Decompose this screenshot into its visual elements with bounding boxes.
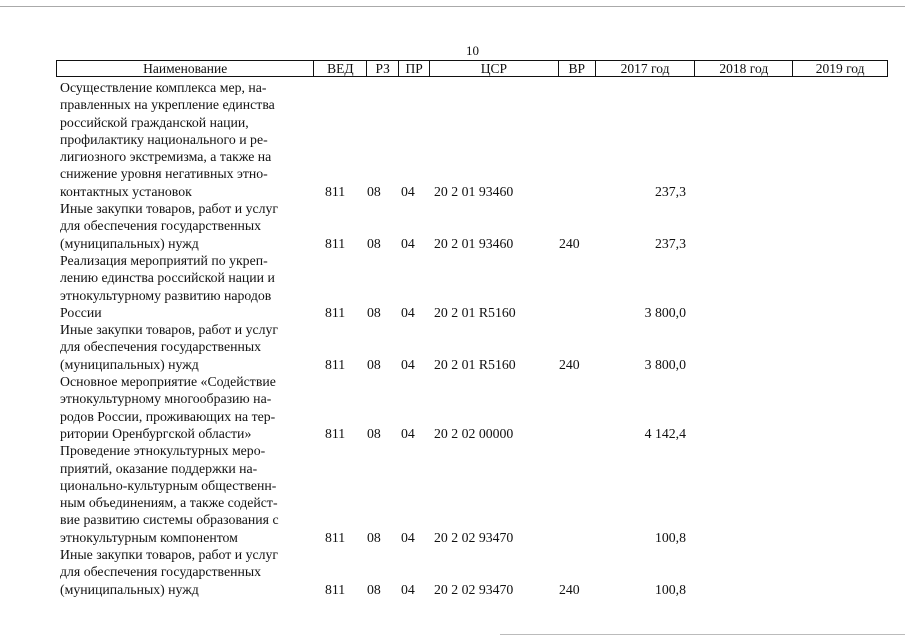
row-name-line: вие развитию системы образования с — [60, 512, 279, 528]
row-name-line: Проведение этнокультурных меро- — [60, 443, 266, 459]
row-name-line: этнокультурному развитию народов — [60, 287, 272, 303]
table-header — [56, 60, 888, 77]
row-csr: 20 2 01 93460 — [434, 235, 514, 251]
row-name-line: (муниципальных) нужд — [60, 356, 199, 372]
row-name-line: профилактику национального и ре- — [60, 131, 268, 147]
row-name-line: родов России, проживающих на тер- — [60, 408, 276, 424]
table-row — [60, 252, 890, 321]
row-name-line: для обеспечения государственных — [60, 339, 262, 355]
row-name-line: Осуществление комплекса мер, на- — [60, 80, 267, 95]
row-rz: 08 — [367, 304, 381, 320]
row-rz: 08 — [367, 581, 381, 597]
row-csr: 20 2 02 93470 — [434, 581, 514, 597]
header-csr: ЦСР — [430, 61, 559, 76]
row-vr: 240 — [559, 581, 580, 597]
row-csr: 20 2 01 R5160 — [434, 304, 516, 320]
row-pr: 04 — [401, 235, 415, 251]
table-row — [60, 373, 890, 442]
row-2017: 100,8 — [654, 529, 686, 545]
row-values — [60, 183, 890, 200]
header-2017: 2017 год — [596, 61, 696, 76]
row-pr: 04 — [401, 529, 415, 545]
row-ved: 811 — [325, 529, 346, 545]
row-2017: 3 800,0 — [644, 356, 686, 372]
row-2017: 100,8 — [654, 581, 686, 597]
row-pr: 04 — [401, 304, 415, 320]
row-values — [60, 425, 890, 442]
row-pr: 04 — [401, 356, 415, 372]
row-name-line: ционально-культурным общественн- — [60, 477, 277, 493]
row-name-line: Иные закупки товаров, работ и услуг — [60, 547, 279, 563]
row-pr: 04 — [401, 183, 415, 199]
header-ved: ВЕД — [314, 61, 367, 76]
table-row — [60, 321, 890, 373]
row-name-line: (муниципальных) нужд — [60, 235, 199, 251]
row-rz: 08 — [367, 529, 381, 545]
row-values — [60, 581, 890, 598]
page-top-edge — [0, 0, 905, 7]
row-rz: 08 — [367, 183, 381, 199]
row-pr: 04 — [401, 581, 415, 597]
row-rz: 08 — [367, 356, 381, 372]
row-name-line: ритории Оренбургской области» — [60, 425, 252, 441]
row-name-line: приятий, оказание поддержки на- — [60, 460, 258, 476]
header-pr: ПР — [399, 61, 430, 76]
table-row — [60, 546, 890, 598]
row-values — [60, 529, 890, 546]
row-ved: 811 — [325, 304, 346, 320]
row-name-line: этнокультурному многообразию на- — [60, 391, 272, 407]
row-name-line: лигиозного экстремизма, а также на — [60, 149, 272, 165]
header-2018: 2018 год — [695, 61, 793, 76]
row-name-line: Реализация мероприятий по укреп- — [60, 252, 268, 268]
table-row — [60, 79, 890, 200]
header-name: Наименование — [57, 61, 314, 76]
table-body — [60, 79, 890, 598]
row-csr: 20 2 02 93470 — [434, 529, 514, 545]
row-rz: 08 — [367, 235, 381, 251]
row-name-line: лению единства российской нации и — [60, 270, 275, 286]
row-name-line: российской гражданской нации, — [60, 114, 249, 130]
page-number: 10 — [466, 43, 479, 58]
table-row — [60, 200, 890, 252]
row-ved: 811 — [325, 235, 346, 251]
row-name-line: Иные закупки товаров, работ и услуг — [60, 322, 279, 338]
row-2017: 4 142,4 — [644, 425, 686, 441]
row-ved: 811 — [325, 425, 346, 441]
row-name-line: (муниципальных) нужд — [60, 581, 199, 597]
row-name-line: для обеспечения государственных — [60, 218, 262, 234]
table-row — [60, 442, 890, 546]
row-name-line: контактных установок — [60, 183, 192, 199]
row-pr: 04 — [401, 425, 415, 441]
header-rz: РЗ — [367, 61, 399, 76]
row-ved: 811 — [325, 581, 346, 597]
row-name-line: правленных на укрепление единства — [60, 97, 275, 113]
row-values — [60, 356, 890, 373]
row-name-line: Основное мероприятие «Содействие — [60, 374, 276, 390]
row-name-line: этнокультурным компонентом — [60, 529, 238, 545]
row-vr: 240 — [559, 235, 580, 251]
row-name-line: Иные закупки товаров, работ и услуг — [60, 201, 279, 217]
row-rz: 08 — [367, 425, 381, 441]
row-name-line: ным объединениям, а также содейст- — [60, 495, 278, 511]
header-2019: 2019 год — [815, 61, 865, 76]
row-values — [60, 235, 890, 252]
row-2017: 237,3 — [654, 183, 686, 199]
header-vr: ВР — [559, 61, 596, 76]
row-name-line: России — [60, 304, 102, 320]
row-2017: 3 800,0 — [644, 304, 686, 320]
row-ved: 811 — [325, 183, 346, 199]
page-bottom-edge — [500, 634, 905, 635]
row-2017: 237,3 — [654, 235, 686, 251]
row-name-line: для обеспечения государственных — [60, 564, 262, 580]
row-csr: 20 2 02 00000 — [434, 425, 514, 441]
row-csr: 20 2 01 93460 — [434, 183, 514, 199]
row-values — [60, 304, 890, 321]
row-ved: 811 — [325, 356, 346, 372]
row-vr: 240 — [559, 356, 580, 372]
row-csr: 20 2 01 R5160 — [434, 356, 516, 372]
row-name-line: снижение уровня негативных этно- — [60, 166, 268, 182]
